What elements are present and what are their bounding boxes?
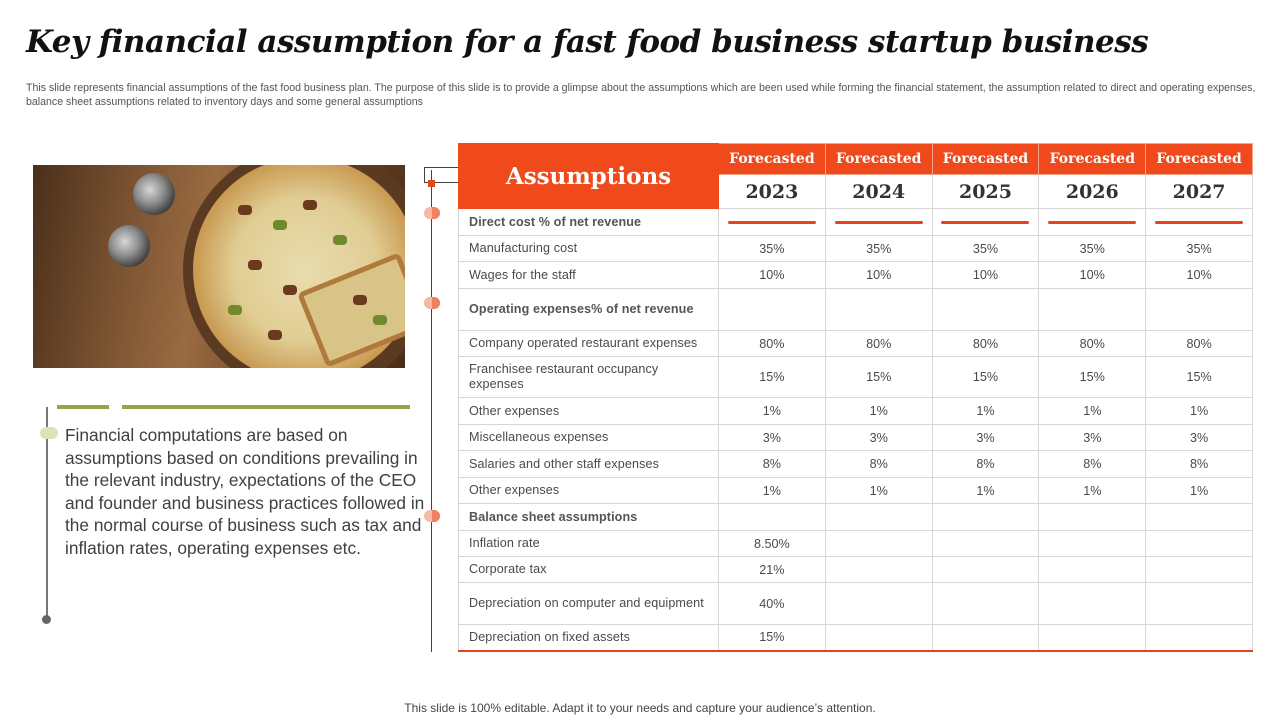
value-cell: 3% [1146,425,1253,451]
value-cell: 8% [719,451,826,478]
topping [303,200,317,210]
row-label: Depreciation on computer and equipment [459,583,719,625]
value-cell [1146,209,1253,236]
value-cell: 8% [1146,451,1253,478]
value-cell [1039,583,1146,625]
section-marker-icon [424,297,440,309]
section-label: Direct cost % of net revenue [459,209,719,236]
bullet-pill-icon [40,427,58,439]
value-cell: 80% [1146,331,1253,357]
table-row [459,531,1253,557]
row-label: Depreciation on fixed assets [459,625,719,651]
value-cell: 1% [932,398,1039,425]
year-header: 2027 [1146,175,1253,209]
value-cell: 15% [932,357,1039,398]
value-cell: 80% [719,331,826,357]
section-row [459,504,1253,531]
assumptions-table [458,143,1253,652]
value-cell: 80% [825,331,932,357]
row-label: Company operated restaurant expenses [459,331,719,357]
year-header: 2023 [719,175,826,209]
value-cell: 35% [1039,236,1146,262]
year-underline [1155,221,1243,224]
value-cell [1039,504,1146,531]
value-cell [1146,531,1253,557]
value-cell: 15% [719,625,826,651]
value-cell: 10% [825,262,932,289]
value-cell: 8% [825,451,932,478]
value-cell [1146,583,1253,625]
row-label: Salaries and other staff expenses [459,451,719,478]
decor-vertical-line [431,170,432,652]
value-cell: 15% [825,357,932,398]
topping [228,305,242,315]
value-cell: 35% [719,236,826,262]
value-cell [932,504,1039,531]
year-underline [728,221,816,224]
table-row [459,398,1253,425]
value-cell [825,583,932,625]
value-cell [1146,557,1253,583]
section-row [459,209,1253,236]
value-cell [825,557,932,583]
value-cell: 35% [932,236,1039,262]
section-label: Operating expenses% of net revenue [459,289,719,331]
row-label: Wages for the staff [459,262,719,289]
body-text: Financial computations are based on assumptions based on conditions prevailing in the relevant industry, expectations of the CEO and founder and business practices followed in the normal course of business such as tax and inflation rates, operating expenses etc. [65,425,425,558]
decor-dot [428,180,435,187]
decor-dot [42,615,51,624]
value-cell: 8% [932,451,1039,478]
value-cell: 80% [1039,331,1146,357]
footer-note: This slide is 100% editable. Adapt it to your needs and capture your audience’s attention. [404,701,876,715]
value-cell: 8% [1039,451,1146,478]
value-cell [825,531,932,557]
value-cell: 8.50% [719,531,826,557]
value-cell [719,289,826,331]
row-label: Manufacturing cost [459,236,719,262]
value-cell [1039,289,1146,331]
value-cell [932,557,1039,583]
forecast-label: Forecasted [932,144,1039,175]
decor-bar [122,405,410,409]
topping [283,285,297,295]
table-body [459,209,1253,651]
forecast-label: Forecasted [1146,144,1253,175]
section-marker-icon [424,207,440,219]
value-cell [825,209,932,236]
value-cell: 10% [932,262,1039,289]
topping [273,220,287,230]
row-label: Other expenses [459,478,719,504]
section-row [459,289,1253,331]
table-row [459,236,1253,262]
value-cell: 15% [1039,357,1146,398]
value-cell [825,504,932,531]
forecast-label: Forecasted [719,144,826,175]
value-cell [1039,531,1146,557]
row-label: Other expenses [459,398,719,425]
value-cell: 1% [932,478,1039,504]
value-cell: 1% [1146,398,1253,425]
value-cell: 1% [719,478,826,504]
row-label: Corporate tax [459,557,719,583]
value-cell [1039,209,1146,236]
value-cell [719,504,826,531]
value-cell: 21% [719,557,826,583]
forecast-label: Forecasted [825,144,932,175]
year-header: 2024 [825,175,932,209]
value-cell: 1% [1039,398,1146,425]
value-cell [1146,289,1253,331]
table-row [459,425,1253,451]
value-cell [932,531,1039,557]
value-cell [1039,625,1146,651]
topping [353,295,367,305]
topping [373,315,387,325]
value-cell: 10% [719,262,826,289]
topping [238,205,252,215]
value-cell [719,209,826,236]
value-cell [825,625,932,651]
value-cell: 1% [719,398,826,425]
value-cell: 3% [719,425,826,451]
value-cell [1146,625,1253,651]
value-cell: 10% [1039,262,1146,289]
row-label: Miscellaneous expenses [459,425,719,451]
value-cell: 3% [932,425,1039,451]
value-cell [932,209,1039,236]
topping [333,235,347,245]
table-row [459,478,1253,504]
slide-title: Key financial assumption for a fast food business startup business [26,24,1149,60]
year-header: 2026 [1039,175,1146,209]
forecast-label: Forecasted [1039,144,1146,175]
pizza-photo [33,165,405,368]
value-cell [1146,504,1253,531]
value-cell: 35% [1146,236,1253,262]
row-label: Inflation rate [459,531,719,557]
value-cell: 3% [1039,425,1146,451]
value-cell [932,583,1039,625]
table-row [459,557,1253,583]
value-cell: 3% [825,425,932,451]
value-cell: 35% [825,236,932,262]
table-row [459,357,1253,398]
year-underline [941,221,1029,224]
value-cell [932,289,1039,331]
year-underline [835,221,923,224]
value-cell: 40% [719,583,826,625]
table-row [459,451,1253,478]
slide-subtitle: This slide represents financial assumptions of the fast food business plan. The purpose of this slide is to provide a glimpse about the assumptions which are been used while forming the financial statement, the assumption related to direct and operating expenses, balance sheet assumptions related to inventory days and some general assumptions [26,82,1256,108]
value-cell: 1% [1146,478,1253,504]
row-label: Franchisee restaurant occupancy expenses [459,357,719,398]
topping [268,330,282,340]
table-row [459,583,1253,625]
year-header: 2025 [932,175,1039,209]
topping [248,260,262,270]
decor-bar [57,405,109,409]
value-cell: 1% [825,478,932,504]
value-cell [825,289,932,331]
value-cell: 15% [1146,357,1253,398]
pepper-shaker [108,225,150,267]
value-cell: 15% [719,357,826,398]
value-cell: 1% [1039,478,1146,504]
value-cell: 1% [825,398,932,425]
section-label: Balance sheet assumptions [459,504,719,531]
year-underline [1048,221,1136,224]
section-marker-icon [424,510,440,522]
value-cell: 10% [1146,262,1253,289]
assumptions-header: Assumptions [459,144,719,209]
value-cell [1039,557,1146,583]
table-row [459,625,1253,651]
value-cell [932,625,1039,651]
value-cell: 80% [932,331,1039,357]
salt-shaker [133,173,175,215]
table-row [459,262,1253,289]
table-row [459,331,1253,357]
